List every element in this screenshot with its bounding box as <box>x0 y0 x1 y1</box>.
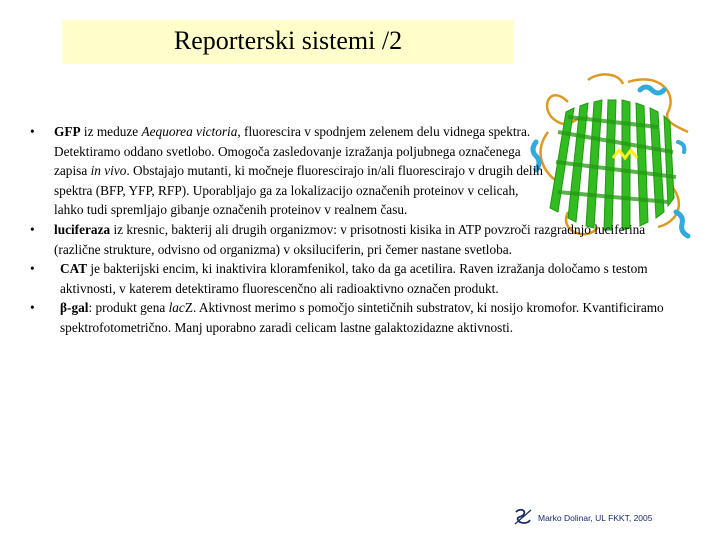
bullet-beta-gal: • β-gal: produkt gena lacZ. Aktivnost merimo s pomočjo sintetičnih substratov, ki nosijo kromofor. Kvantificiramo spektrofotometrično. Manj uporabno zaradi celicam lastne galaktozidazne aktivnosti. <box>30 300 664 335</box>
term-luciferase: luciferaza <box>54 221 111 237</box>
slide-title: Reporterski sistemi /2 <box>173 26 403 55</box>
bullet-marker: • <box>30 124 35 139</box>
footer <box>512 506 702 528</box>
footer-credit: Marko Dolinar, UL FKKT, 2005 <box>538 513 653 523</box>
bullet-marker: • <box>30 261 35 277</box>
author-logo-icon <box>512 506 534 528</box>
bullet-marker: • <box>30 221 35 237</box>
bullet-marker: • <box>30 300 35 316</box>
term-gfp: GFP <box>54 124 81 139</box>
bullet-luciferase: • luciferaza iz kresnic, bakterij ali drugih organizmov: v prisotnosti kisika in ATP povzroči razgradnjo luciferina (različne strukture, odvisno od organizma) v oksiluciferin, pri čemer nastane svetloba. <box>30 221 646 257</box>
term-beta-gal: -gal <box>67 300 89 316</box>
bullet-list <box>30 122 690 338</box>
title-box <box>62 20 514 64</box>
bullet-cat: • CAT je bakterijski encim, ki inaktivira kloramfenikol, tako da ga acetilira. Raven izražanja določamo s testom aktivnosti, v katerem detektiramo fluorescenčno ali radioaktivno označen produkt. <box>30 261 648 296</box>
beta-symbol: β <box>60 300 68 316</box>
term-cat: CAT <box>60 261 88 277</box>
bullet-gfp: • GFP iz meduze Aequorea victoria, fluorescira v spodnjem zelenem delu vidnega spektra. Detektiramo oddano svetlobo. Omogoča zasledovanje izražanja poljubnega označenega zapisa in vivo. Obstajajo mutanti, ki močneje fluorescirajo in/ali fluorescirajo v drugih delih spektra (BFP, YFP, RFP). Uporabljajo ga za lokalizacijo označenih proteinov v celicah, lahko tudi spremljajo gibanje označenih proteinov v realnem času. <box>30 124 543 218</box>
